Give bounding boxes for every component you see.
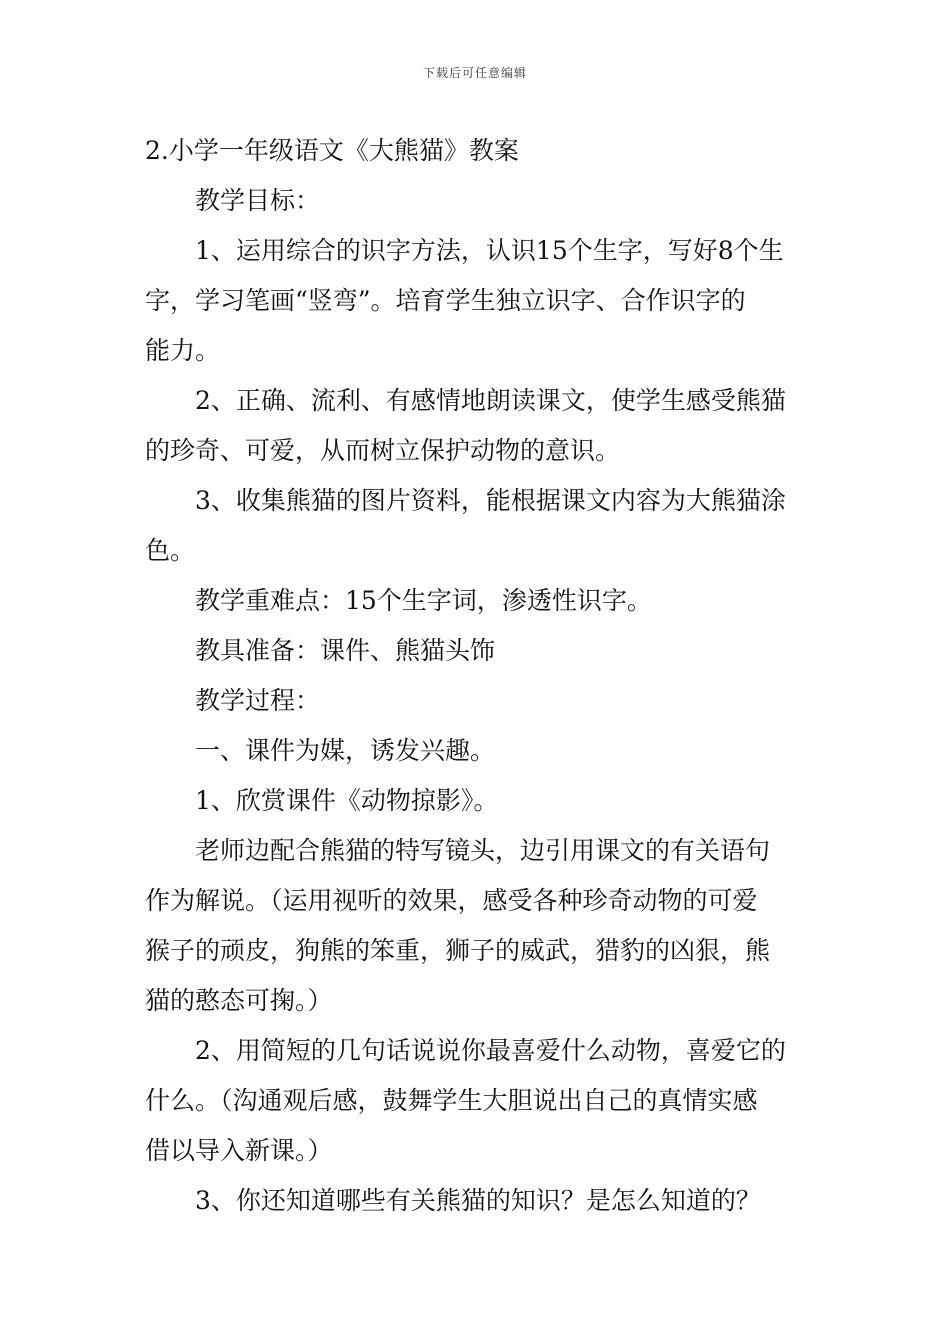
paragraph-line: 教学过程： bbox=[195, 686, 321, 715]
paragraph-line: 2、正确、流利、有感情地朗读课文，使学生感受熊猫 bbox=[195, 386, 786, 415]
paragraph-line: 教学目标： bbox=[195, 186, 321, 215]
paragraph-line: 一、课件为媒，诱发兴趣。 bbox=[195, 736, 496, 765]
paragraph-line: 色。 bbox=[145, 536, 196, 565]
paragraph-line: 1、运用综合的识字方法，认识15个生字，写好8个生 bbox=[195, 236, 784, 265]
paragraph-line: 1、欣赏课件《动物掠影》。 bbox=[195, 786, 499, 815]
paragraph-line: 猴子的顽皮，狗熊的笨重，狮子的威武，猎豹的凶狠，熊 bbox=[145, 936, 771, 965]
paragraph-line: 作为解说。（运用视听的效果，感受各种珍奇动物的可爱 bbox=[145, 886, 758, 915]
paragraph-line: 教学重难点：15个生字词，渗透性识字。 bbox=[195, 586, 652, 615]
document-title: 2.小学一年级语文《大熊猫》教案 bbox=[145, 136, 519, 165]
paragraph-line: 2、用简短的几句话说说你最喜爱什么动物，喜爱它的 bbox=[195, 1036, 786, 1065]
paragraph-line: 字，学习笔画“竖弯”。培育学生独立识字、合作识字的 bbox=[145, 286, 746, 315]
paragraph-line: 的珍奇、可爱，从而树立保护动物的意识。 bbox=[145, 436, 621, 465]
paragraph-line: 借以导入新课。） bbox=[145, 1136, 333, 1165]
paragraph-line: 能力。 bbox=[145, 336, 221, 365]
paragraph-line: 老师边配合熊猫的特写镜头，边引用课文的有关语句 bbox=[195, 836, 771, 865]
document-body bbox=[145, 126, 807, 1226]
paragraph-line: 3、你还知道哪些有关熊猫的知识？是怎么知道的？ bbox=[195, 1186, 761, 1215]
paragraph-line: 3、收集熊猫的图片资料，能根据课文内容为大熊猫涂 bbox=[195, 486, 786, 515]
paragraph-line: 什么。（沟通观后感，鼓舞学生大胆说出自己的真情实感 bbox=[145, 1086, 758, 1115]
paragraph-line: 教具准备：课件、熊猫头饰 bbox=[195, 636, 496, 665]
page-header: 下载后可任意编辑 bbox=[422, 66, 527, 80]
paragraph-line: 猫的憨态可掬。） bbox=[145, 986, 333, 1015]
